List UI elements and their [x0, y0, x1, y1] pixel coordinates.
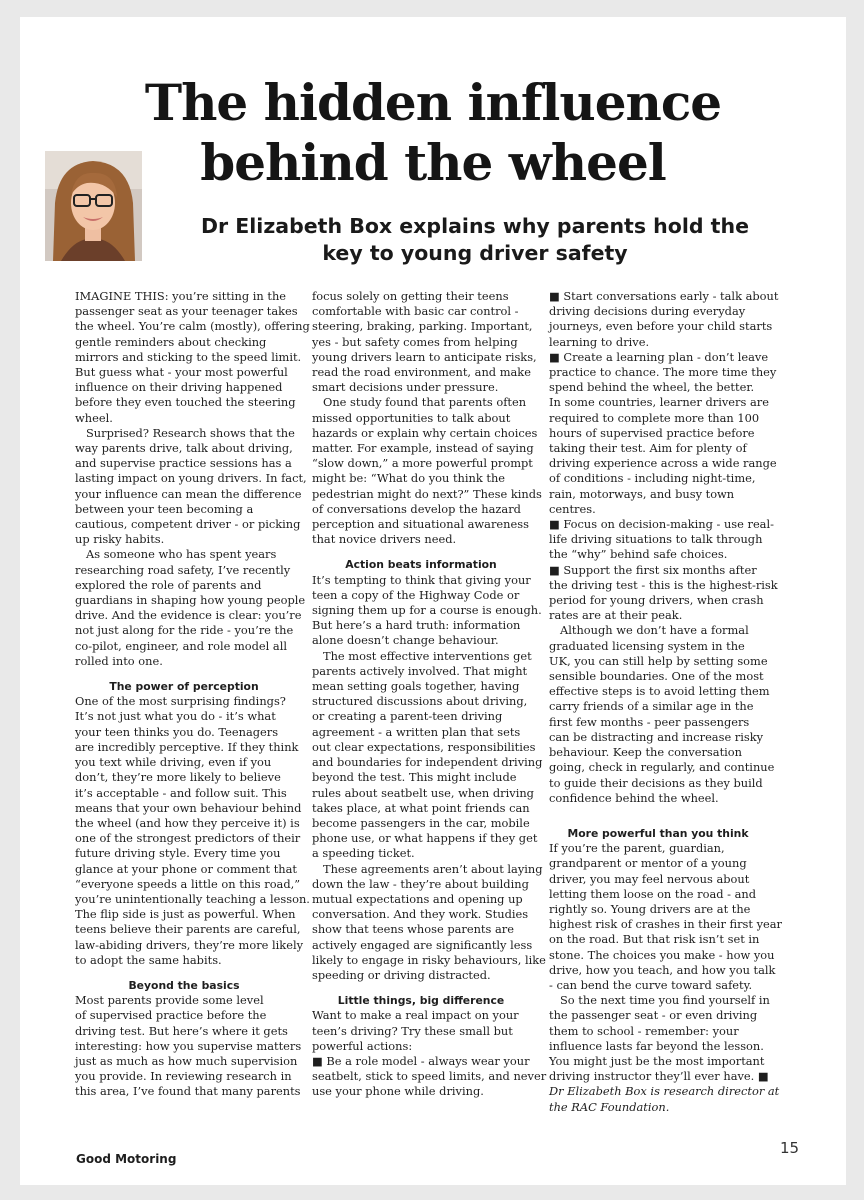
body-text-line: period for young drivers, when crash [549, 593, 764, 608]
article-subtitle [165, 213, 785, 267]
subtitle-line-2: key to young driver safety [322, 241, 628, 265]
body-text-line: down the law - they’re about building [312, 876, 529, 891]
body-text-line: matter. For example, instead of saying [312, 441, 534, 456]
body-text-line: read the road environment, and make [312, 365, 531, 380]
body-text-line: graduated licensing system in the [549, 638, 745, 653]
body-text-line: young drivers learn to anticipate risks, [312, 349, 537, 364]
body-text-line: influence on their driving happened [75, 380, 283, 395]
body-text-line: researching road safety, I’ve recently [75, 562, 291, 577]
body-text-line: ■ Be a role model - always wear your [312, 1053, 530, 1068]
body-text-line: passenger seat as your teenager takes [75, 304, 298, 319]
body-text-line: But guess what - your most powerful [75, 365, 288, 380]
body-text-line: seatbelt, stick to speed limits, and never [312, 1069, 547, 1084]
column-3 [549, 289, 783, 1115]
body-text-line: One study found that parents often [323, 395, 527, 410]
body-text-line: might be: “What do you think the [312, 471, 506, 486]
body-text-line: powerful actions: [312, 1038, 413, 1053]
body-text-line: before they even touched the steering [75, 395, 296, 410]
body-text-line: it’s acceptable - and follow suit. This [75, 785, 287, 800]
magazine-page [20, 17, 846, 1185]
body-text-line: hours of supervised practice before [549, 425, 755, 440]
body-text-line: just as much as how much supervision [75, 1053, 298, 1068]
body-text-line: wheel. [75, 410, 113, 425]
body-text-line: between your teen becoming a [75, 501, 254, 516]
body-text-line: that novice drivers need. [312, 532, 457, 547]
body-text-line: ■ Start conversations early - talk about [549, 289, 779, 303]
body-text-line: teen a copy of the Highway Code or [312, 587, 520, 602]
body-text-line: spend behind the wheel, the better. [549, 380, 755, 395]
author-photo [45, 151, 142, 261]
body-text-line: In some countries, learner drivers are [549, 395, 769, 410]
body-text-line: - can bend the curve toward safety. [549, 977, 753, 992]
body-text-line: yes - but safety comes from helping [312, 334, 518, 349]
body-text-line: hazards or explain why certain choices [312, 425, 538, 440]
body-text-line: on the road. But that risk isn’t set in [549, 932, 760, 947]
body-text-line: means that your own behaviour behind [75, 800, 302, 815]
body-text-line: life driving situations to talk through [549, 532, 763, 547]
body-text-line: co-pilot, engineer, and role model all [75, 638, 287, 653]
body-text-line: future driving style. Every time you [75, 846, 281, 861]
body-text-line: are incredibly perceptive. If they think [75, 739, 299, 754]
body-text-line: the driving test - this is the highest-risk [549, 577, 778, 592]
body-text-line: letting them loose on the road - and [549, 886, 757, 901]
body-text-line: driver, you may feel nervous about [549, 871, 750, 886]
body-text-line: driving test. But here’s where it gets [75, 1023, 288, 1038]
section-heading: Beyond the basics [128, 978, 240, 992]
body-text-line: It’s tempting to think that giving your [312, 572, 531, 587]
body-text-line: to guide their decisions as they build [549, 775, 763, 790]
body-text-line: Surprised? Research shows that the [86, 425, 295, 440]
body-text-line: and boundaries for independent driving [312, 755, 543, 770]
body-text-line: use your phone while driving. [312, 1084, 484, 1099]
article-body [20, 289, 846, 1139]
body-text-line: going, check in regularly, and continue [549, 760, 775, 775]
body-text-line: Most parents provide some level [75, 993, 264, 1008]
body-text-line: As someone who has spent years [86, 547, 277, 562]
body-text-line: the “why” behind safe choices. [549, 547, 728, 562]
body-text-line: mutual expectations and opening up [312, 891, 523, 906]
section-heading: Little things, big difference [337, 994, 505, 1008]
body-text-line: One of the most surprising findings? [75, 694, 286, 709]
author-bio-line: the RAC Foundation. [549, 1099, 670, 1114]
body-text-line: grandparent or mentor of a young [549, 856, 747, 871]
body-text-line: of conversations develop the hazard [312, 501, 521, 516]
body-text-line: rolled into one. [75, 653, 163, 668]
section-heading: Action beats information [345, 558, 497, 572]
body-text-line: parents actively involved. That might [312, 663, 528, 678]
subtitle-line-1: Dr Elizabeth Box explains why parents hold the [201, 214, 749, 238]
body-text-line: ■ Support the first six months after [549, 562, 757, 577]
body-text-line: journeys, even before your child starts [549, 319, 773, 334]
body-text-line: teens believe their parents are careful, [75, 922, 301, 937]
body-text-line: or creating a parent-teen driving [312, 709, 503, 724]
body-text-line: signing them up for a course is enough. [312, 603, 542, 618]
body-text-line: out clear expectations, responsibilities [312, 739, 536, 754]
body-text-line: The most effective interventions get [323, 648, 532, 663]
body-text-line: influence lasts far beyond the lesson. [549, 1038, 764, 1053]
section-heading: The power of perception [109, 680, 259, 694]
body-text-line: IMAGINE THIS: you’re sitting in the [75, 289, 287, 303]
body-text-line: sensible boundaries. One of the most [549, 669, 764, 684]
body-text-line: your influence can mean the difference [75, 486, 302, 501]
body-text-line: likely to engage in risky behaviours, like [312, 952, 546, 967]
body-text-line: the passenger seat - or even driving [549, 1008, 758, 1023]
body-text-line: the wheel. You’re calm (mostly), offering [75, 319, 310, 334]
body-text-line: centres. [549, 501, 596, 516]
section-heading: More powerful than you think [567, 826, 749, 840]
body-text-line: beyond the test. This might include [312, 770, 517, 785]
body-text-line: focus solely on getting their teens [312, 289, 509, 303]
body-text-line: one of the strongest predictors of their [75, 831, 301, 846]
body-text-line: rain, motorways, and busy town [549, 486, 735, 501]
body-text-line: These agreements aren’t about laying [323, 861, 543, 876]
body-text-line: glance at your phone or comment that [75, 861, 297, 876]
article-headline [20, 73, 846, 193]
body-text-line: carry friends of a similar age in the [549, 699, 754, 714]
body-text-line: not just along for the ride - you’re the [75, 623, 294, 638]
body-text-line: smart decisions under pressure. [312, 380, 499, 395]
body-text-line: takes place, at what point friends can [312, 800, 530, 815]
body-text-line: to adopt the same habits. [75, 952, 222, 967]
body-text-line: learning to drive. [549, 334, 650, 349]
body-text-line: driving decisions during everyday [549, 304, 746, 319]
body-text-line: the wheel (and how they perceive it) is [75, 815, 300, 830]
body-text-line: If you’re the parent, guardian, [549, 841, 725, 856]
body-text-line: driving experience across a wide range [549, 456, 777, 471]
body-text-line: “slow down,” a more powerful prompt [312, 456, 533, 471]
body-text-line: Want to make a real impact on your [312, 1008, 519, 1023]
body-text-line: explored the role of parents and [75, 577, 262, 592]
body-text-line: agreement - a written plan that sets [312, 724, 521, 739]
body-text-line: missed opportunities to talk about [312, 410, 511, 425]
body-text-line: rules about seatbelt use, when driving [312, 785, 534, 800]
body-text-line: guardians in shaping how young people [75, 593, 306, 608]
body-text-line: It’s not just what you do - it’s what [75, 709, 276, 724]
body-text-line: of supervised practice before the [75, 1008, 267, 1023]
body-text-line: them to school - remember: your [549, 1023, 739, 1038]
page-number: 15 [780, 1139, 800, 1157]
body-text-line: practice to chance. The more time they [549, 365, 777, 380]
headline-line-2: behind the wheel [200, 133, 666, 192]
body-text-line: driving instructor they’ll ever have. ■ [549, 1069, 769, 1084]
body-text-line: structured discussions about driving, [312, 694, 528, 709]
body-text-line: drive. And the evidence is clear: you’re [75, 608, 302, 623]
body-text-line: and supervise practice sessions has a [75, 456, 292, 471]
body-text-line: So the next time you find yourself in [560, 993, 770, 1008]
body-text-line: become passengers in the car, mobile [312, 815, 530, 830]
body-text-line: rightly so. Young drivers are at the [549, 901, 751, 916]
body-text-line: mean setting goals together, having [312, 679, 520, 694]
body-text-line: law-abiding drivers, they’re more likely [75, 937, 304, 952]
body-text-line: gentle reminders about checking [75, 334, 267, 349]
body-text-line: don’t, they’re more likely to believe [75, 770, 281, 785]
body-text-line: drive, how you teach, and how you talk [549, 962, 776, 977]
body-text-line: way parents drive, talk about driving, [75, 441, 293, 456]
body-text-line: up risky habits. [75, 532, 165, 547]
body-text-line: ■ Focus on decision-making - use real- [549, 517, 774, 532]
body-text-line: highest risk of crashes in their first year [549, 917, 783, 932]
body-text-line: interesting: how you supervise matters [75, 1038, 302, 1053]
body-text-line: cautious, competent driver - or picking [75, 517, 301, 532]
body-text-line: rates are at their peak. [549, 608, 683, 623]
body-text-line: show that teens whose parents are [312, 922, 514, 937]
body-text-line: “everyone speeds a little on this road,” [75, 876, 301, 891]
author-bio-line: Dr Elizabeth Box is research director at [549, 1084, 780, 1099]
body-text-line: your teen thinks you do. Teenagers [75, 724, 279, 739]
column-2 [312, 289, 547, 1100]
body-text-line: pedestrian might do next?” These kinds [312, 486, 542, 501]
body-text-line: you text while driving, even if you [75, 755, 272, 770]
body-text-line: speeding or driving distracted. [312, 967, 491, 982]
spacer [549, 806, 767, 816]
body-text-line: Although we don’t have a formal [560, 623, 749, 638]
body-text-line: a speeding ticket. [312, 846, 415, 861]
body-text-line: of conditions - including night-time, [549, 471, 756, 486]
body-text-line: The flip side is just as powerful. When [75, 907, 296, 922]
body-text-line: you’re unintentionally teaching a lesson. [75, 891, 310, 906]
body-text-line: You might just be the most important [549, 1053, 765, 1068]
column-1 [75, 289, 310, 1100]
body-text-line: mirrors and sticking to the speed limit. [75, 349, 302, 364]
body-text-line: steering, braking, parking. Important, [312, 319, 533, 334]
body-text-line: comfortable with basic car control - [312, 304, 519, 319]
body-text-line: actively engaged are significantly less [312, 937, 533, 952]
body-text-line: UK, you can still help by setting some [549, 653, 768, 668]
body-text-line: effective steps is to avoid letting them [549, 684, 770, 699]
body-text-line: lasting impact on young drivers. In fact, [75, 471, 307, 486]
body-text-line: first few months - peer passengers [549, 714, 750, 729]
body-text-line: taking their test. Aim for plenty of [549, 441, 747, 456]
body-text-line: confidence behind the wheel. [549, 790, 719, 805]
headline-line-1: The hidden influence [144, 73, 722, 132]
body-text-line: alone doesn’t change behaviour. [312, 633, 499, 648]
body-text-line: this area, I’ve found that many parents [75, 1084, 301, 1099]
body-text-line: required to complete more than 100 [549, 410, 760, 425]
body-text-line: ■ Create a learning plan - don’t leave [549, 349, 769, 364]
body-text-line: conversation. And they work. Studies [312, 907, 529, 922]
body-text-line: stone. The choices you make - how you [549, 947, 775, 962]
body-text-line: you provide. In reviewing research in [75, 1069, 292, 1084]
body-text-line: teen’s driving? Try these small but [312, 1023, 513, 1038]
publication-name: Good Motoring [76, 1152, 177, 1166]
body-text-line: behaviour. Keep the conversation [549, 745, 742, 760]
body-text-line: But here’s a hard truth: information [312, 618, 521, 633]
body-text-line: can be distracting and increase risky [549, 729, 764, 744]
body-text-line: perception and situational awareness [312, 517, 529, 532]
body-text-line: phone use, or what happens if they get [312, 831, 538, 846]
